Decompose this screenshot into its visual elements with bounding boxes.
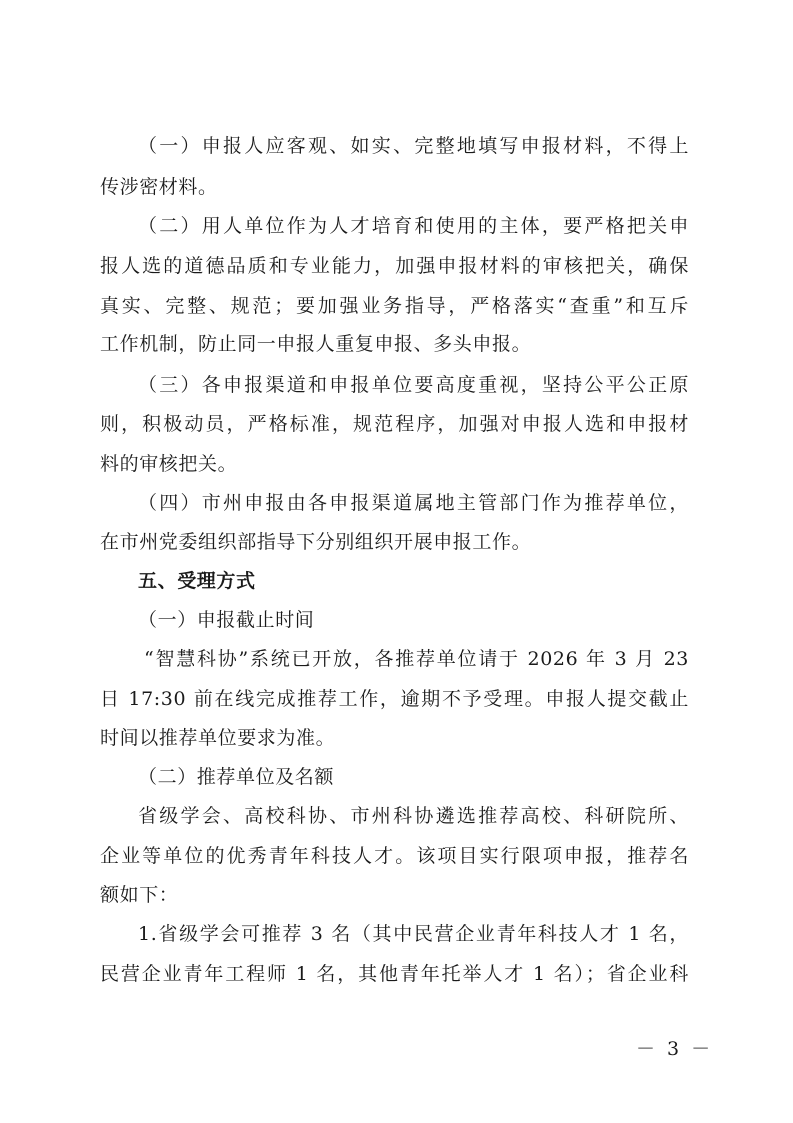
paragraph-2-line-4: 工作机制，防止同一申报人重复申报、多头申报。 [100,333,532,355]
paragraph-6-line-3: 额如下： [100,884,179,906]
paragraph-4-line-2: 在市州党委组织部指导下分别组织开展申报工作。 [100,531,532,553]
section-5-heading: 五、受理方式 [138,570,256,592]
paragraph-1-line-1: （一）申报人应客观、如实、完整地填写申报材料，不得上 [138,135,689,157]
paragraph-1-line-2: 传涉密材料。 [100,176,218,198]
paragraph-3-line-1: （三）各申报渠道和申报单位要高度重视，坚持公平公正原 [138,374,689,396]
paragraph-3-line-2: 则，积极动员，严格标准，规范程序，加强对申报人选和申报材 [100,413,689,435]
page-number: － 3 － [636,1038,714,1060]
paragraph-5-line-1: “智慧科协”系统已开放，各推荐单位请于 2026 年 3 月 23 [144,648,689,670]
paragraph-6-line-1: 省级学会、高校科协、市州科协遴选推荐高校、科研院所、 [138,805,689,827]
paragraph-4-line-1: （四）市州申报由各申报渠道属地主管部门作为推荐单位， [138,492,689,514]
subsection-1-heading: （一）申报截止时间 [138,609,315,631]
paragraph-6-line-2: 企业等单位的优秀青年科技人才。该项目实行限项申报，推荐名 [100,845,689,867]
paragraph-2-line-3: 真实、完整、规范；要加强业务指导，严格落实“查重”和互斥 [100,295,689,317]
paragraph-2-line-2: 报人选的道德品质和专业能力，加强申报材料的审核把关，确保 [100,255,689,277]
paragraph-7-line-2: 民营企业青年工程师 1 名，其他青年托举人才 1 名）；省企业科 [100,963,689,985]
paragraph-5-line-2: 日 17:30 前在线完成推荐工作，逾期不予受理。申报人提交截止 [100,688,689,710]
paragraph-7-line-1: 1.省级学会可推荐 3 名（其中民营企业青年科技人才 1 名， [138,923,689,945]
paragraph-3-line-3: 料的审核把关。 [100,453,238,475]
paragraph-2-line-1: （二）用人单位作为人才培育和使用的主体，要严格把关申 [138,215,689,237]
paragraph-5-line-3: 时间以推荐单位要求为准。 [100,727,336,749]
subsection-2-heading: （二）推荐单位及名额 [138,766,335,788]
